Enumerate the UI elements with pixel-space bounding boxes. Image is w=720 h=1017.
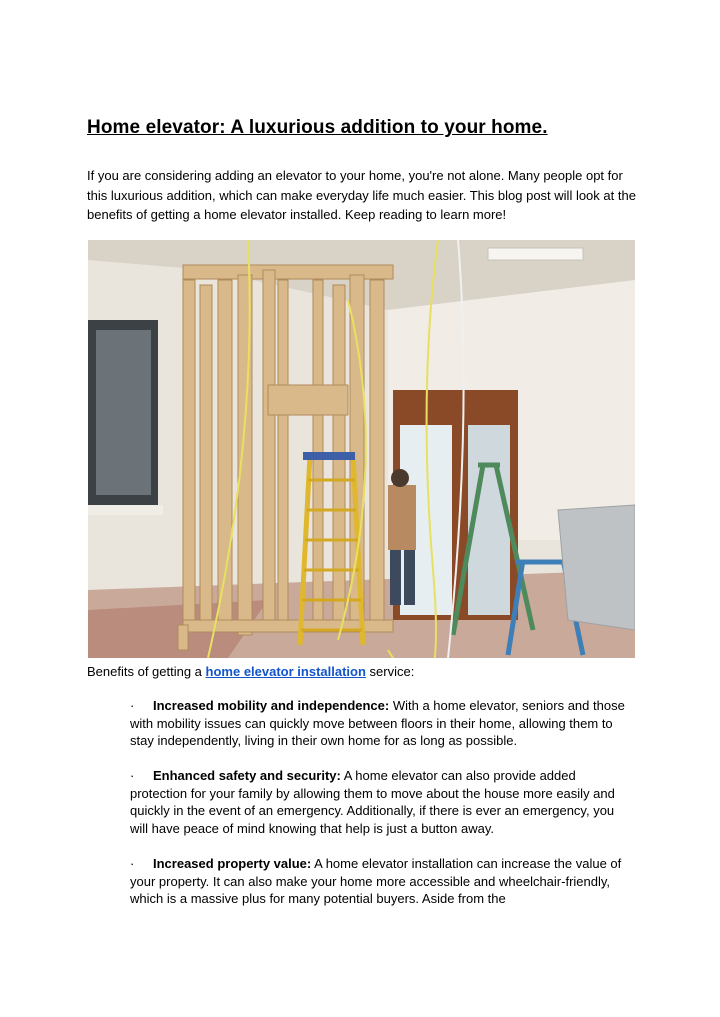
benefits-intro (87, 662, 647, 681)
benefits-intro-before: Benefits of getting a (87, 664, 206, 679)
list-item (130, 767, 635, 837)
bullet-heading: Enhanced safety and security: (153, 768, 341, 783)
intro-paragraph: If you are considering adding an elevator to your home, you're not alone. Many people opt for this luxurious addition, which can make everyday life much easier. This blog post will look at the benefits of getting a home elevator installed. Keep reading to learn more! (87, 168, 636, 222)
home-elevator-installation-link[interactable]: home elevator installation (205, 664, 366, 679)
bullet-text: A home elevator can also provide added protection for your family by allowing them to move about the house more easily and quickly in the event of an emergency. Additionally, if there is ever an emergency, you will have peace of mind knowing that help is just a button away. (130, 768, 615, 836)
bullet-heading: Increased mobility and independence: (153, 698, 390, 713)
bullet-text: A home elevator installation can increase the value of your property. It can also make your home more accessible and wheelchair-friendly, which is a massive plus for many potential buyers. Aside from the (130, 856, 622, 907)
benefits-intro-after: service: (365, 664, 415, 679)
list-item (130, 697, 635, 750)
list-item (130, 855, 635, 908)
page-title: Home elevator: A luxurious addition to your home. (87, 117, 548, 138)
bullet-marker: · (130, 768, 135, 783)
bullet-marker: · (130, 856, 135, 871)
bullet-text: With a home elevator, seniors and those with mobility issues can quickly move between floors in their home, allowing them to stay independently, living in their own home for as long as possible. (130, 698, 625, 749)
bullet-heading: Increased property value: (153, 856, 312, 871)
elevator-construction-photo (88, 240, 635, 658)
bullet-marker: · (130, 698, 135, 713)
